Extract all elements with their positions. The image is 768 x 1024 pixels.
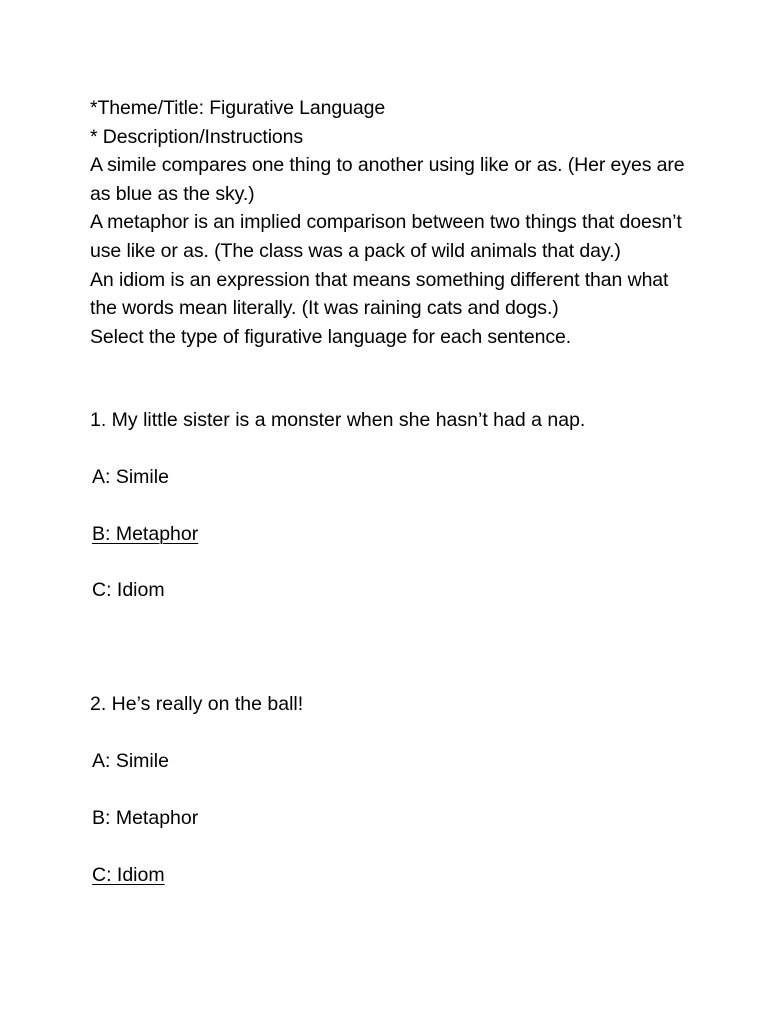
question-1-option-a[interactable]: A: Simile <box>92 466 169 488</box>
question-2-prompt: 2. He’s really on the ball! <box>90 693 304 715</box>
instructions-block <box>90 94 700 351</box>
question-1-prompt: 1. My little sister is a monster when she hasn’t had a nap. <box>90 409 586 431</box>
theme-title-line: *Theme/Title: Figurative Language <box>90 97 386 119</box>
question-1-option-c[interactable]: C: Idiom <box>92 579 165 601</box>
question-2-option-b[interactable]: B: Metaphor <box>92 807 199 829</box>
instruction-line: Select the type of figurative language for each sentence. <box>90 325 572 348</box>
question-2-option-c[interactable]: C: Idiom <box>92 864 165 886</box>
idiom-definition: An idiom is an expression that means something different than what the words mean literally. (It was raining cats and dogs.) <box>90 268 669 320</box>
description-heading: * Description/Instructions <box>90 125 304 148</box>
simile-definition: A simile compares one thing to another using like or as. (Her eyes are as blue as the sky.) <box>90 154 685 205</box>
question-1-option-b[interactable]: B: Metaphor <box>92 523 199 545</box>
metaphor-definition: A metaphor is an implied comparison between two things that doesn’t use like or as. (The class was a pack of wild animals that day.) <box>90 211 682 262</box>
question-2-option-a[interactable]: A: Simile <box>92 750 169 772</box>
